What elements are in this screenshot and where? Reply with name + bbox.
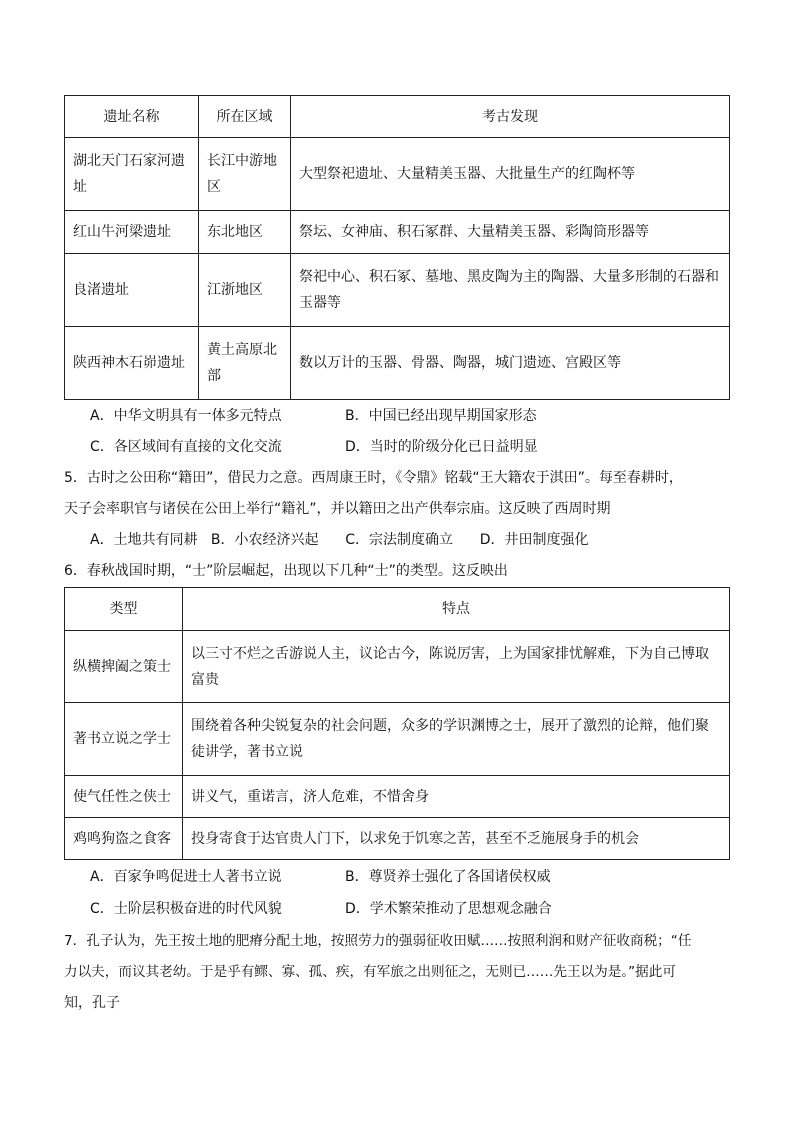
- q7-stem-line-1: 7．孔子认为，先王按土地的肥瘠分配土地，按照劳力的强弱征收田赋……按照利润和财产征收商税；“任: [64, 933, 692, 949]
- q4-option-c[interactable]: C．各区域间有直接的文化交流: [90, 439, 282, 455]
- q6-stem: 6．春秋战国时期，“士”阶层崛起，出现以下几种“士”的类型。这反映出: [64, 563, 508, 579]
- type-cell: 鸡鸣狗盗之食客: [65, 818, 183, 860]
- q5-stem-line-1: 5．古时之公田称“籍田”，借民力之意。西周康王时，《令鼎》铭载“王大籍农于淇田”。每至春耕时，: [64, 470, 683, 486]
- site-name-cell: 湖北天门石家河遗址: [65, 138, 199, 211]
- table-row: [65, 211, 730, 254]
- archaeology-table: [64, 95, 730, 400]
- q6-option-b[interactable]: B．尊贤养士强化了各国诸侯权威: [345, 869, 551, 885]
- findings-cell: 祭坛、女神庙、积石冢群、大量精美玉器、彩陶筒形器等: [291, 211, 730, 254]
- table-header-cell: 特点: [183, 588, 730, 631]
- region-cell: 黄土高原北部: [199, 327, 291, 400]
- region-cell: 长江中游地区: [199, 138, 291, 211]
- q6-option-d[interactable]: D．学术繁荣推动了思想观念融合: [345, 901, 552, 917]
- table-header-row: [65, 96, 730, 138]
- q5-options[interactable]: A．土地共有同耕 B．小农经济兴起 C．宗法制度确立 D．井田制度强化: [90, 532, 589, 548]
- table-header-cell: 所在区域: [199, 96, 291, 138]
- feature-cell: 以三寸不烂之舌游说人主，议论古今，陈说厉害，上为国家排忧解难，下为自己博取富贵: [183, 631, 730, 703]
- site-name-cell: 良渚遗址: [65, 254, 199, 327]
- region-cell: 东北地区: [199, 211, 291, 254]
- feature-cell: 围绕着各种尖锐复杂的社会问题，众多的学识渊博之士，展开了激烈的论辩，他们聚徒讲学，著书立说: [183, 703, 730, 776]
- scholar-types-table: [64, 587, 730, 860]
- q7-stem-line-2: 力以夫，而议其老幼。于是乎有鳏、寡、孤、疾，有军旅之出则征之，无则已……先王以为是。”据此可: [64, 964, 676, 980]
- q7-stem-line-3: 知，孔子: [64, 995, 120, 1011]
- q6-option-c[interactable]: C．士阶层积极奋进的时代风貌: [90, 901, 282, 917]
- table-row: [65, 138, 730, 211]
- table-row: [65, 818, 730, 860]
- type-cell: 使气任性之侠士: [65, 776, 183, 818]
- site-name-cell: 红山牛河梁遗址: [65, 211, 199, 254]
- findings-cell: 数以万计的玉器、骨器、陶器，城门遗迹、宫殿区等: [291, 327, 730, 400]
- region-cell: 江浙地区: [199, 254, 291, 327]
- table-row: [65, 703, 730, 776]
- table-header-cell: 遗址名称: [65, 96, 199, 138]
- q4-option-d[interactable]: D．当时的阶级分化已日益明显: [345, 439, 538, 455]
- table-row: [65, 631, 730, 703]
- table-row: [65, 776, 730, 818]
- findings-cell: 大型祭祀遗址、大量精美玉器、大批量生产的红陶杯等: [291, 138, 730, 211]
- q6-option-a[interactable]: A．百家争鸣促进士人著书立说: [90, 869, 282, 885]
- type-cell: 纵横捭阖之策士: [65, 631, 183, 703]
- q4-option-b[interactable]: B．中国已经出现早期国家形态: [345, 408, 537, 424]
- table-row: [65, 254, 730, 327]
- feature-cell: 投身寄食于达官贵人门下，以求免于饥寒之苦，甚至不乏施展身手的机会: [183, 818, 730, 860]
- site-name-cell: 陕西神木石峁遗址: [65, 327, 199, 400]
- q5-stem-line-2: 天子会率职官与诸侯在公田上举行“籍礼”，并以籍田之出产供奉宗庙。这反映了西周时期: [64, 501, 611, 517]
- feature-cell: 讲义气，重诺言，济人危难，不惜舍身: [183, 776, 730, 818]
- table-row: [65, 327, 730, 400]
- findings-cell: 祭祀中心、积石冢、墓地、黑皮陶为主的陶器、大量多形制的石器和玉器等: [291, 254, 730, 327]
- table-header-cell: 类型: [65, 588, 183, 631]
- table-header-row: [65, 588, 730, 631]
- table-header-cell: 考古发现: [291, 96, 730, 138]
- type-cell: 著书立说之学士: [65, 703, 183, 776]
- q4-option-a[interactable]: A．中华文明具有一体多元特点: [90, 408, 282, 424]
